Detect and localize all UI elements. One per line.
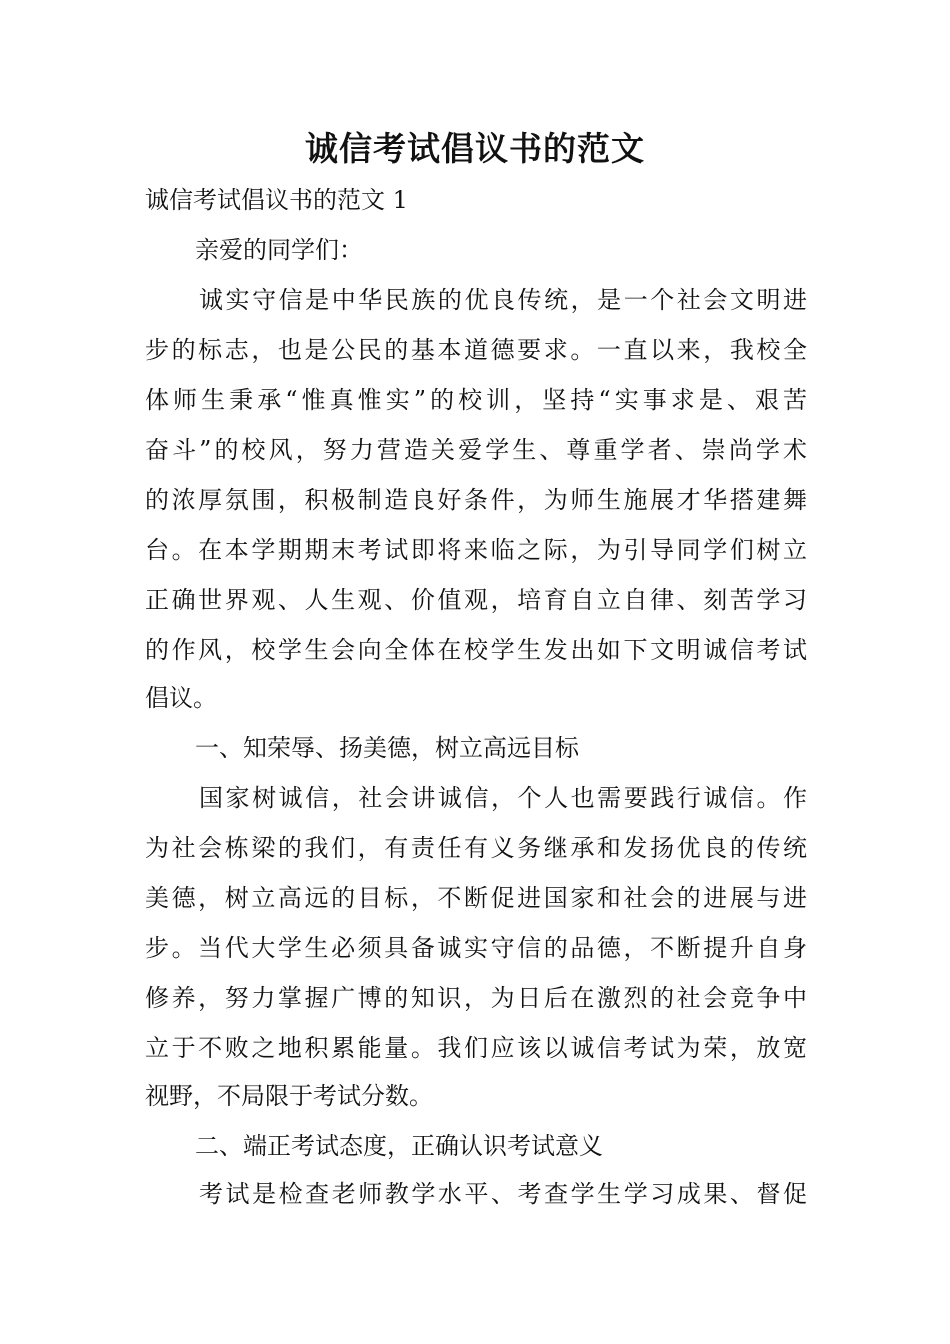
paragraph-line: 步的标志，也是公民的基本道德要求。一直以来，我校全 — [145, 336, 807, 364]
paragraph-line: 视野，不局限于考试分数。 — [145, 1082, 433, 1110]
document-title: 诚信考试倡议书的范文 — [305, 129, 645, 168]
greeting: 亲爱的同学们： — [195, 236, 363, 264]
section-heading-1: 一、知荣辱、扬美德，树立高远目标 — [195, 734, 579, 762]
paragraph-line: 为社会栋梁的我们，有责任有义务继承和发扬优良的传统 — [145, 834, 807, 862]
paragraph-line: 体师生秉承“惟真惟实”的校训，坚持“实事求是、艰苦 — [145, 386, 807, 414]
paragraph-line: 国家树诚信，社会讲诚信，个人也需要践行诚信。作 — [199, 784, 807, 812]
document-subtitle: 诚信考试倡议书的范文 1 — [145, 186, 408, 214]
paragraph-line: 奋斗”的校风，努力营造关爱学生、尊重学者、崇尚学术 — [145, 436, 807, 464]
paragraph-line: 美德，树立高远的目标，不断促进国家和社会的进展与进 — [145, 884, 807, 912]
section-heading-2: 二、端正考试态度，正确认识考试意义 — [195, 1132, 603, 1160]
paragraph-line: 修养，努力掌握广博的知识，为日后在激烈的社会竞争中 — [145, 984, 807, 1012]
paragraph-line: 立于不败之地积累能量。我们应该以诚信考试为荣，放宽 — [145, 1034, 807, 1062]
paragraph-line: 诚实守信是中华民族的优良传统，是一个社会文明进 — [199, 286, 807, 314]
paragraph-line: 的作风，校学生会向全体在校学生发出如下文明诚信考试 — [145, 636, 807, 664]
paragraph-line: 考试是检查老师教学水平、考查学生学习成果、督促 — [199, 1180, 807, 1208]
paragraph-line: 步。当代大学生必须具备诚实守信的品德，不断提升自身 — [145, 934, 807, 962]
paragraph-line: 正确世界观、人生观、价值观，培育自立自律、刻苦学习 — [145, 586, 807, 614]
paragraph-line: 的浓厚氛围，积极制造良好条件，为师生施展才华搭建舞 — [145, 486, 807, 514]
paragraph-line: 倡议。 — [145, 684, 217, 712]
paragraph-line: 台。在本学期期末考试即将来临之际，为引导同学们树立 — [145, 536, 807, 564]
